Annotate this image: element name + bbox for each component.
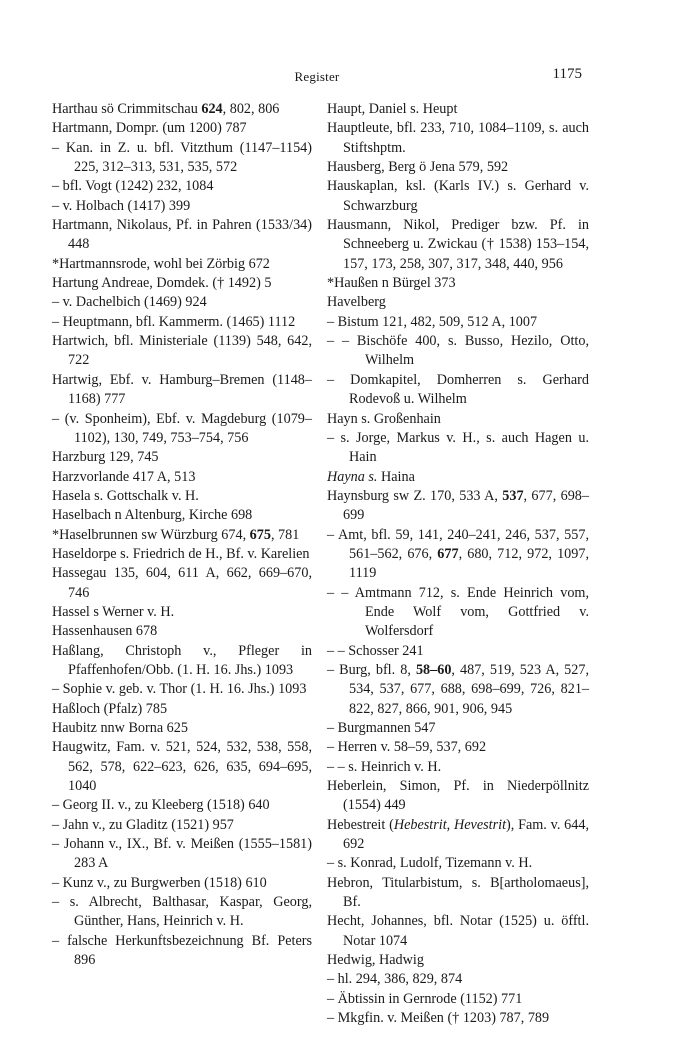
index-entry-text: Haupt, Daniel s. Heupt	[327, 101, 458, 117]
index-entry	[52, 526, 312, 545]
index-entry	[327, 100, 589, 119]
index-entry-text: 58–60	[415, 661, 452, 678]
index-entry-text: Hayna s.	[327, 468, 378, 485]
index-entry	[327, 738, 589, 757]
index-entry	[327, 410, 589, 429]
index-entry-text: – Georg II. v., zu Kleeberg (1518) 640	[52, 797, 270, 814]
index-entry	[327, 526, 589, 584]
index-entry	[52, 293, 312, 312]
index-entry	[327, 487, 589, 526]
index-entry-text: Hausmann, Nikol, Prediger bzw. Pf. in Schneeberg u. Zwickau († 1538) 153–154, 157, 173, 258, 307, 317, 348, 440, 956	[327, 217, 589, 272]
index-entry	[52, 139, 312, 178]
index-entry	[327, 661, 589, 719]
index-entry	[327, 912, 589, 951]
index-column-left	[52, 100, 312, 970]
index-entry-text: – Burgmannen 547	[327, 720, 436, 736]
index-entry	[327, 177, 589, 216]
index-entry	[52, 603, 312, 622]
index-entry-text: – – Bischöfe 400, s. Busso, Hezilo, Otto, Wilhelm	[327, 333, 589, 369]
index-entry-text: *Hartmannsrode, wohl bei Zörbig 672	[52, 255, 270, 272]
index-entry	[52, 719, 312, 738]
index-entry-text: Hartwich, bfl. Ministeriale (1139) 548, 642, 722	[52, 333, 312, 369]
index-entry-text: – v. Holbach (1417) 399	[52, 197, 191, 214]
index-entry-text: Hebron, Titularbistum, s. B[artholomaeus], Bf.	[327, 874, 589, 911]
index-entry-text: – v. Dachelbich (1469) 924	[52, 294, 207, 311]
index-entry-text: – Johann v., IX., Bf. v. Meißen (1555–1581) 283 A	[52, 836, 312, 872]
index-entry-text: – bfl. Vogt (1242) 232, 1084	[52, 178, 214, 195]
index-entry	[52, 119, 312, 138]
index-entry-text: Havelberg	[327, 294, 386, 311]
index-entry	[52, 197, 312, 216]
index-entry-text: , 781	[270, 526, 300, 543]
index-entry-text: – Bistum 121, 482, 509, 512 A, 1007	[327, 313, 538, 330]
index-entry	[52, 177, 312, 196]
index-entry-text: – Amt, bfl. 59, 141, 240–241, 246, 537, 557, 561–562, 676,	[327, 526, 589, 562]
index-entry-text: Hebestrit	[393, 816, 447, 833]
index-entry-text: Harzvorlande 417 A, 513	[52, 468, 196, 485]
index-entry	[327, 719, 589, 738]
index-entry	[327, 313, 589, 332]
index-entry-text: – Kan. in Z. u. bfl. Vitzthum (1147–1154) 225, 312–313, 531, 535, 572	[52, 139, 312, 176]
index-entry	[327, 119, 589, 158]
index-entry-text: Hevestrit	[454, 816, 507, 833]
index-entry	[52, 835, 312, 874]
index-entry-text: – Mkgfin. v. Meißen († 1203) 787, 789	[327, 1010, 550, 1027]
index-entry	[327, 584, 589, 642]
index-entry	[52, 371, 312, 410]
index-entry	[327, 429, 589, 468]
index-entry	[327, 332, 589, 371]
index-entry-text: – – Amtmann 712, s. Ende Heinrich vom, Ende Wolf vom, Gottfried v. Wolfersdorf	[327, 584, 589, 640]
index-entry-text: – Burg, bfl. 8,	[327, 661, 416, 678]
index-entry	[52, 448, 312, 467]
index-entry	[327, 951, 589, 970]
index-entry-text: Heberlein, Simon, Pf. in Niederpöllnitz (1554) 449	[327, 778, 589, 814]
index-entry-text: – s. Jorge, Markus v. H., s. auch Hagen u. Hain	[327, 429, 589, 466]
index-entry	[327, 854, 589, 873]
index-entry	[327, 777, 589, 816]
index-entry-text: Haugwitz, Fam. v. 521, 524, 532, 538, 558, 562, 578, 622–623, 626, 635, 694–695, 1040	[52, 739, 312, 795]
index-entry	[327, 642, 589, 661]
running-head	[52, 66, 582, 86]
index-entry-text: Hasela s. Gottschalk v. H.	[52, 487, 199, 504]
index-entry	[327, 990, 589, 1009]
index-entry-text: Hausberg, Berg ö Jena 579, 592	[327, 159, 509, 176]
index-entry	[52, 893, 312, 932]
index-entry-text: Hassegau 135, 604, 611 A, 662, 669–670, 746	[52, 565, 312, 601]
index-entry	[52, 545, 312, 564]
index-entry-text: – Herren v. 58–59, 537, 692	[327, 739, 487, 756]
index-entry-text: – hl. 294, 386, 829, 874	[327, 971, 463, 988]
index-entry	[327, 758, 589, 777]
index-entry	[327, 293, 589, 312]
index-entry	[52, 313, 312, 332]
index-entry	[52, 932, 312, 971]
index-entry-text: , 680, 712, 972, 1097, 1119	[349, 545, 590, 582]
index-entry-text: – (v. Sponheim), Ebf. v. Magdeburg (1079–1102), 130, 749, 753–754, 756	[52, 410, 312, 446]
index-entry-text: Haynsburg sw Z. 170, 533 A,	[327, 487, 503, 504]
index-entry-text: , 802, 806	[222, 101, 280, 117]
index-entry-text: – Kunz v., zu Burgwerben (1518) 610	[52, 874, 267, 891]
index-entry	[52, 680, 312, 699]
index-entry-text: Hedwig, Hadwig	[327, 952, 424, 969]
index-entry	[327, 874, 589, 913]
index-entry-text: Hayn s. Großenhain	[327, 410, 441, 427]
index-entry	[52, 255, 312, 274]
index-entry-text: – falsche Herkunftsbezeichnung Bf. Peters 896	[52, 932, 312, 969]
index-entry	[327, 216, 589, 274]
index-entry	[52, 468, 312, 487]
index-entry-text: , 677, 698–699	[343, 487, 589, 524]
index-entry	[52, 100, 312, 119]
index-entry-text: – Heuptmann, bfl. Kammerm. (1465) 1112	[52, 313, 296, 330]
index-entry-text: Harzburg 129, 745	[52, 449, 159, 466]
index-entry	[52, 274, 312, 293]
page-number: 1175	[552, 66, 582, 82]
index-entry-text: 675	[249, 526, 271, 543]
index-entry-text: Haubitz nnw Borna 625	[52, 720, 188, 736]
index-entry	[52, 738, 312, 796]
index-entry	[52, 216, 312, 255]
index-entry-text: – s. Albrecht, Balthasar, Kaspar, Georg, Günther, Hans, Heinrich v. H.	[52, 894, 312, 930]
index-column-right	[327, 100, 589, 1029]
index-entry-text: *Haselbrunnen sw Würzburg 674,	[52, 526, 250, 543]
index-entry-text: Hartmann, Nikolaus, Pf. in Pahren (1533/34) 448	[52, 217, 312, 253]
index-entry	[327, 468, 589, 487]
index-entry-text: Hassel s Werner v. H.	[52, 603, 175, 620]
index-entry	[52, 622, 312, 641]
index-entry-text: Hartmann, Dompr. (um 1200) 787	[52, 120, 247, 137]
index-entry	[52, 332, 312, 371]
index-entry-text: Hartung Andreae, Domdek. († 1492) 5	[52, 275, 272, 292]
index-entry-text: ), Fam. v. 644, 692	[343, 816, 590, 853]
index-entry	[52, 642, 312, 681]
index-entry	[52, 700, 312, 719]
index-entry-text: ,	[446, 816, 454, 833]
index-entry-text: Hassenhausen 678	[52, 623, 158, 640]
index-entry	[52, 796, 312, 815]
running-head-title: Register	[294, 69, 340, 84]
index-entry	[327, 1009, 589, 1028]
index-entry	[52, 410, 312, 449]
index-entry-text: Hartwig, Ebf. v. Hamburg–Bremen (1148–1168) 777	[52, 371, 312, 408]
index-entry-text: – Sophie v. geb. v. Thor (1. H. 16. Jhs.) 1093	[52, 681, 307, 698]
index-entry-text: Haselbach n Altenburg, Kirche 698	[52, 507, 253, 524]
index-entry	[52, 506, 312, 525]
index-entry-text: Hauskaplan, ksl. (Karls IV.) s. Gerhard v. Schwarzburg	[327, 178, 589, 214]
index-entry-text: – Äbtissin in Gernrode (1152) 771	[327, 990, 523, 1007]
index-entry-text: Harthau sö Crimmitschau	[52, 101, 202, 117]
index-entry-text: – – Schosser 241	[327, 642, 424, 659]
index-entry-text: , 487, 519, 523 A, 527, 534, 537, 677, 688, 698–699, 726, 821–822, 827, 866, 901, 906, 945	[349, 661, 589, 717]
index-entry-text: Haßlang, Christoph v., Pfleger in Pfaffenhofen/Obb. (1. H. 16. Jhs.) 1093	[52, 642, 312, 678]
index-entry	[327, 274, 589, 293]
index-entry-text: 677	[437, 545, 459, 562]
index-entry-text: Hebestreit (	[327, 816, 394, 833]
index-entry	[52, 564, 312, 603]
index-entry	[327, 158, 589, 177]
index-entry-text: 624	[201, 101, 223, 117]
index-entry	[327, 970, 589, 989]
index-entry-text: Haseldorpe s. Friedrich de H., Bf. v. Karelien	[52, 545, 310, 562]
index-entry	[52, 487, 312, 506]
index-entry	[327, 371, 589, 410]
index-entry-text: Haßloch (Pfalz) 785	[52, 700, 168, 717]
index-entry-text: *Haußen n Bürgel 373	[327, 275, 456, 292]
index-entry	[52, 874, 312, 893]
index-entry	[52, 816, 312, 835]
index-entry	[327, 816, 589, 855]
index-entry-text: Haina	[377, 468, 415, 485]
index-entry-text: – – s. Heinrich v. H.	[327, 758, 442, 775]
index-entry-text: – s. Konrad, Ludolf, Tizemann v. H.	[327, 855, 533, 872]
index-entry-text: Hecht, Johannes, bfl. Notar (1525) u. öfftl. Notar 1074	[327, 913, 589, 949]
index-entry-text: 537	[502, 487, 524, 504]
index-entry-text: Hauptleute, bfl. 233, 710, 1084–1109, s. auch Stiftshptm.	[327, 120, 589, 156]
index-entry-text: – Domkapitel, Domherren s. Gerhard Rodevoß u. Wilhelm	[327, 371, 589, 408]
index-entry-text: – Jahn v., zu Gladitz (1521) 957	[52, 816, 234, 833]
